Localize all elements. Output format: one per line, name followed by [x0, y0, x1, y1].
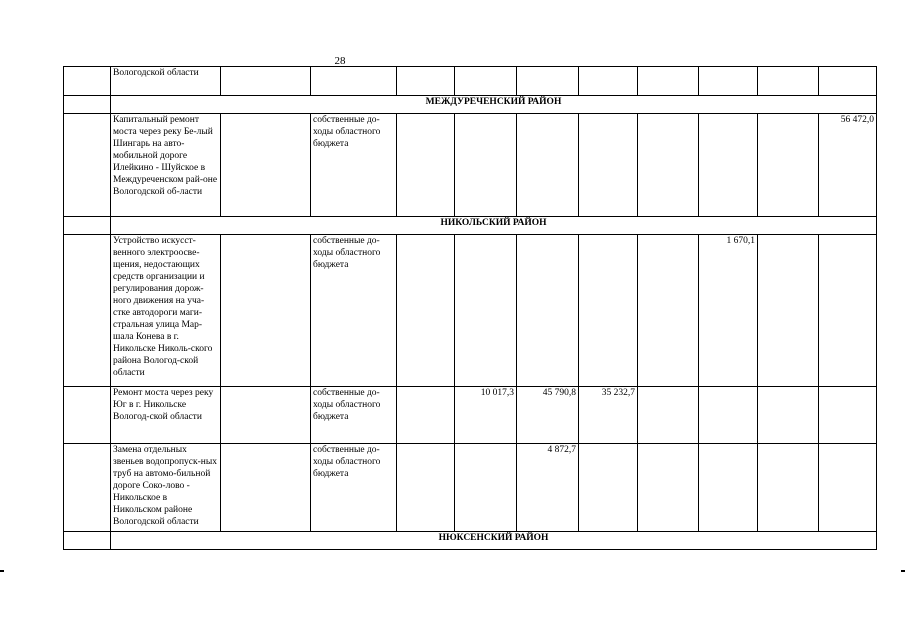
empty-cell — [221, 67, 311, 96]
number-cell — [64, 444, 111, 532]
number-cell — [64, 235, 111, 387]
funding-source-cell: собственные до-ходы областного бюджета — [311, 444, 397, 532]
number-cell — [64, 114, 111, 217]
value-cell — [517, 67, 579, 96]
number-cell — [64, 96, 111, 114]
value-cell — [758, 114, 819, 217]
value-cell — [638, 387, 699, 444]
section-title: НИКОЛЬСКИЙ РАЙОН — [111, 217, 877, 235]
value-cell — [819, 67, 877, 96]
value-cell — [397, 67, 455, 96]
budget-table — [63, 66, 877, 550]
funding-source-cell: собственные до-ходы областного бюджета — [311, 114, 397, 217]
number-cell — [64, 67, 111, 96]
table-row — [64, 114, 877, 217]
value-cell — [455, 114, 517, 217]
section-row — [64, 532, 877, 550]
table-row — [64, 67, 877, 96]
section-row — [64, 217, 877, 235]
value-cell — [758, 67, 819, 96]
empty-cell — [221, 114, 311, 217]
scan-mark — [0, 570, 4, 572]
value-cell — [455, 67, 517, 96]
value-cell — [579, 235, 638, 387]
value-cell — [455, 444, 517, 532]
table-row — [64, 444, 877, 532]
table-row — [64, 235, 877, 387]
value-cell — [819, 235, 877, 387]
number-cell — [64, 532, 111, 550]
value-cell — [699, 444, 758, 532]
value-cell — [758, 387, 819, 444]
value-cell — [455, 235, 517, 387]
value-cell — [699, 114, 758, 217]
number-cell — [64, 217, 111, 235]
value-cell — [517, 114, 579, 217]
value-cell — [819, 387, 877, 444]
value-cell — [758, 444, 819, 532]
value-cell — [699, 387, 758, 444]
value-cell — [758, 235, 819, 387]
value-cell: 56 472,0 — [819, 114, 877, 217]
object-name-cell: Устройство искусст-венного электроосве-щения, недостающих средств организации и регулирования дорож-ного движения на уча-стке автодороги маги-стральная улица Мар-шала Конева в г. Никольске Николь-ского района Вологод-ской области — [111, 235, 221, 387]
value-cell — [638, 114, 699, 217]
value-cell — [579, 114, 638, 217]
funding-source-cell — [311, 67, 397, 96]
empty-cell — [221, 235, 311, 387]
empty-cell — [221, 387, 311, 444]
value-cell — [638, 235, 699, 387]
value-cell — [819, 444, 877, 532]
funding-source-cell: собственные до-ходы областного бюджета — [311, 235, 397, 387]
value-cell — [579, 444, 638, 532]
value-cell — [517, 235, 579, 387]
value-cell — [699, 67, 758, 96]
value-cell — [638, 444, 699, 532]
page-number: 28 — [334, 55, 346, 67]
section-row — [64, 96, 877, 114]
object-name-cell: Вологодской области — [111, 67, 221, 96]
section-title: НЮКСЕНСКИЙ РАЙОН — [111, 532, 877, 550]
value-cell — [638, 67, 699, 96]
value-cell: 4 872,7 — [517, 444, 579, 532]
value-cell — [579, 67, 638, 96]
value-cell — [397, 235, 455, 387]
section-title: МЕЖДУРЕЧЕНСКИЙ РАЙОН — [111, 96, 877, 114]
value-cell: 1 670,1 — [699, 235, 758, 387]
table-row — [64, 387, 877, 444]
empty-cell — [221, 444, 311, 532]
funding-source-cell: собственные до-ходы областного бюджета — [311, 387, 397, 444]
value-cell: 10 017,3 — [455, 387, 517, 444]
value-cell: 45 790,8 — [517, 387, 579, 444]
value-cell — [397, 444, 455, 532]
scan-mark — [901, 570, 905, 572]
value-cell — [397, 114, 455, 217]
object-name-cell: Капитальный ремонт моста через реку Бе-лый Шингарь на авто-мобильной дороге Илейкино - Шуйское в Междуреченском рай-оне Вологодской об-ласти — [111, 114, 221, 217]
object-name-cell: Замена отдельных звеньев водопропуск-ных труб на автомо-бильной дороге Соко-лово - Никольское в Никольском районе Вологодской области — [111, 444, 221, 532]
value-cell: 35 232,7 — [579, 387, 638, 444]
number-cell — [64, 387, 111, 444]
value-cell — [397, 387, 455, 444]
object-name-cell: Ремонт моста через реку Юг в г. Никольске Вологод-ской области — [111, 387, 221, 444]
